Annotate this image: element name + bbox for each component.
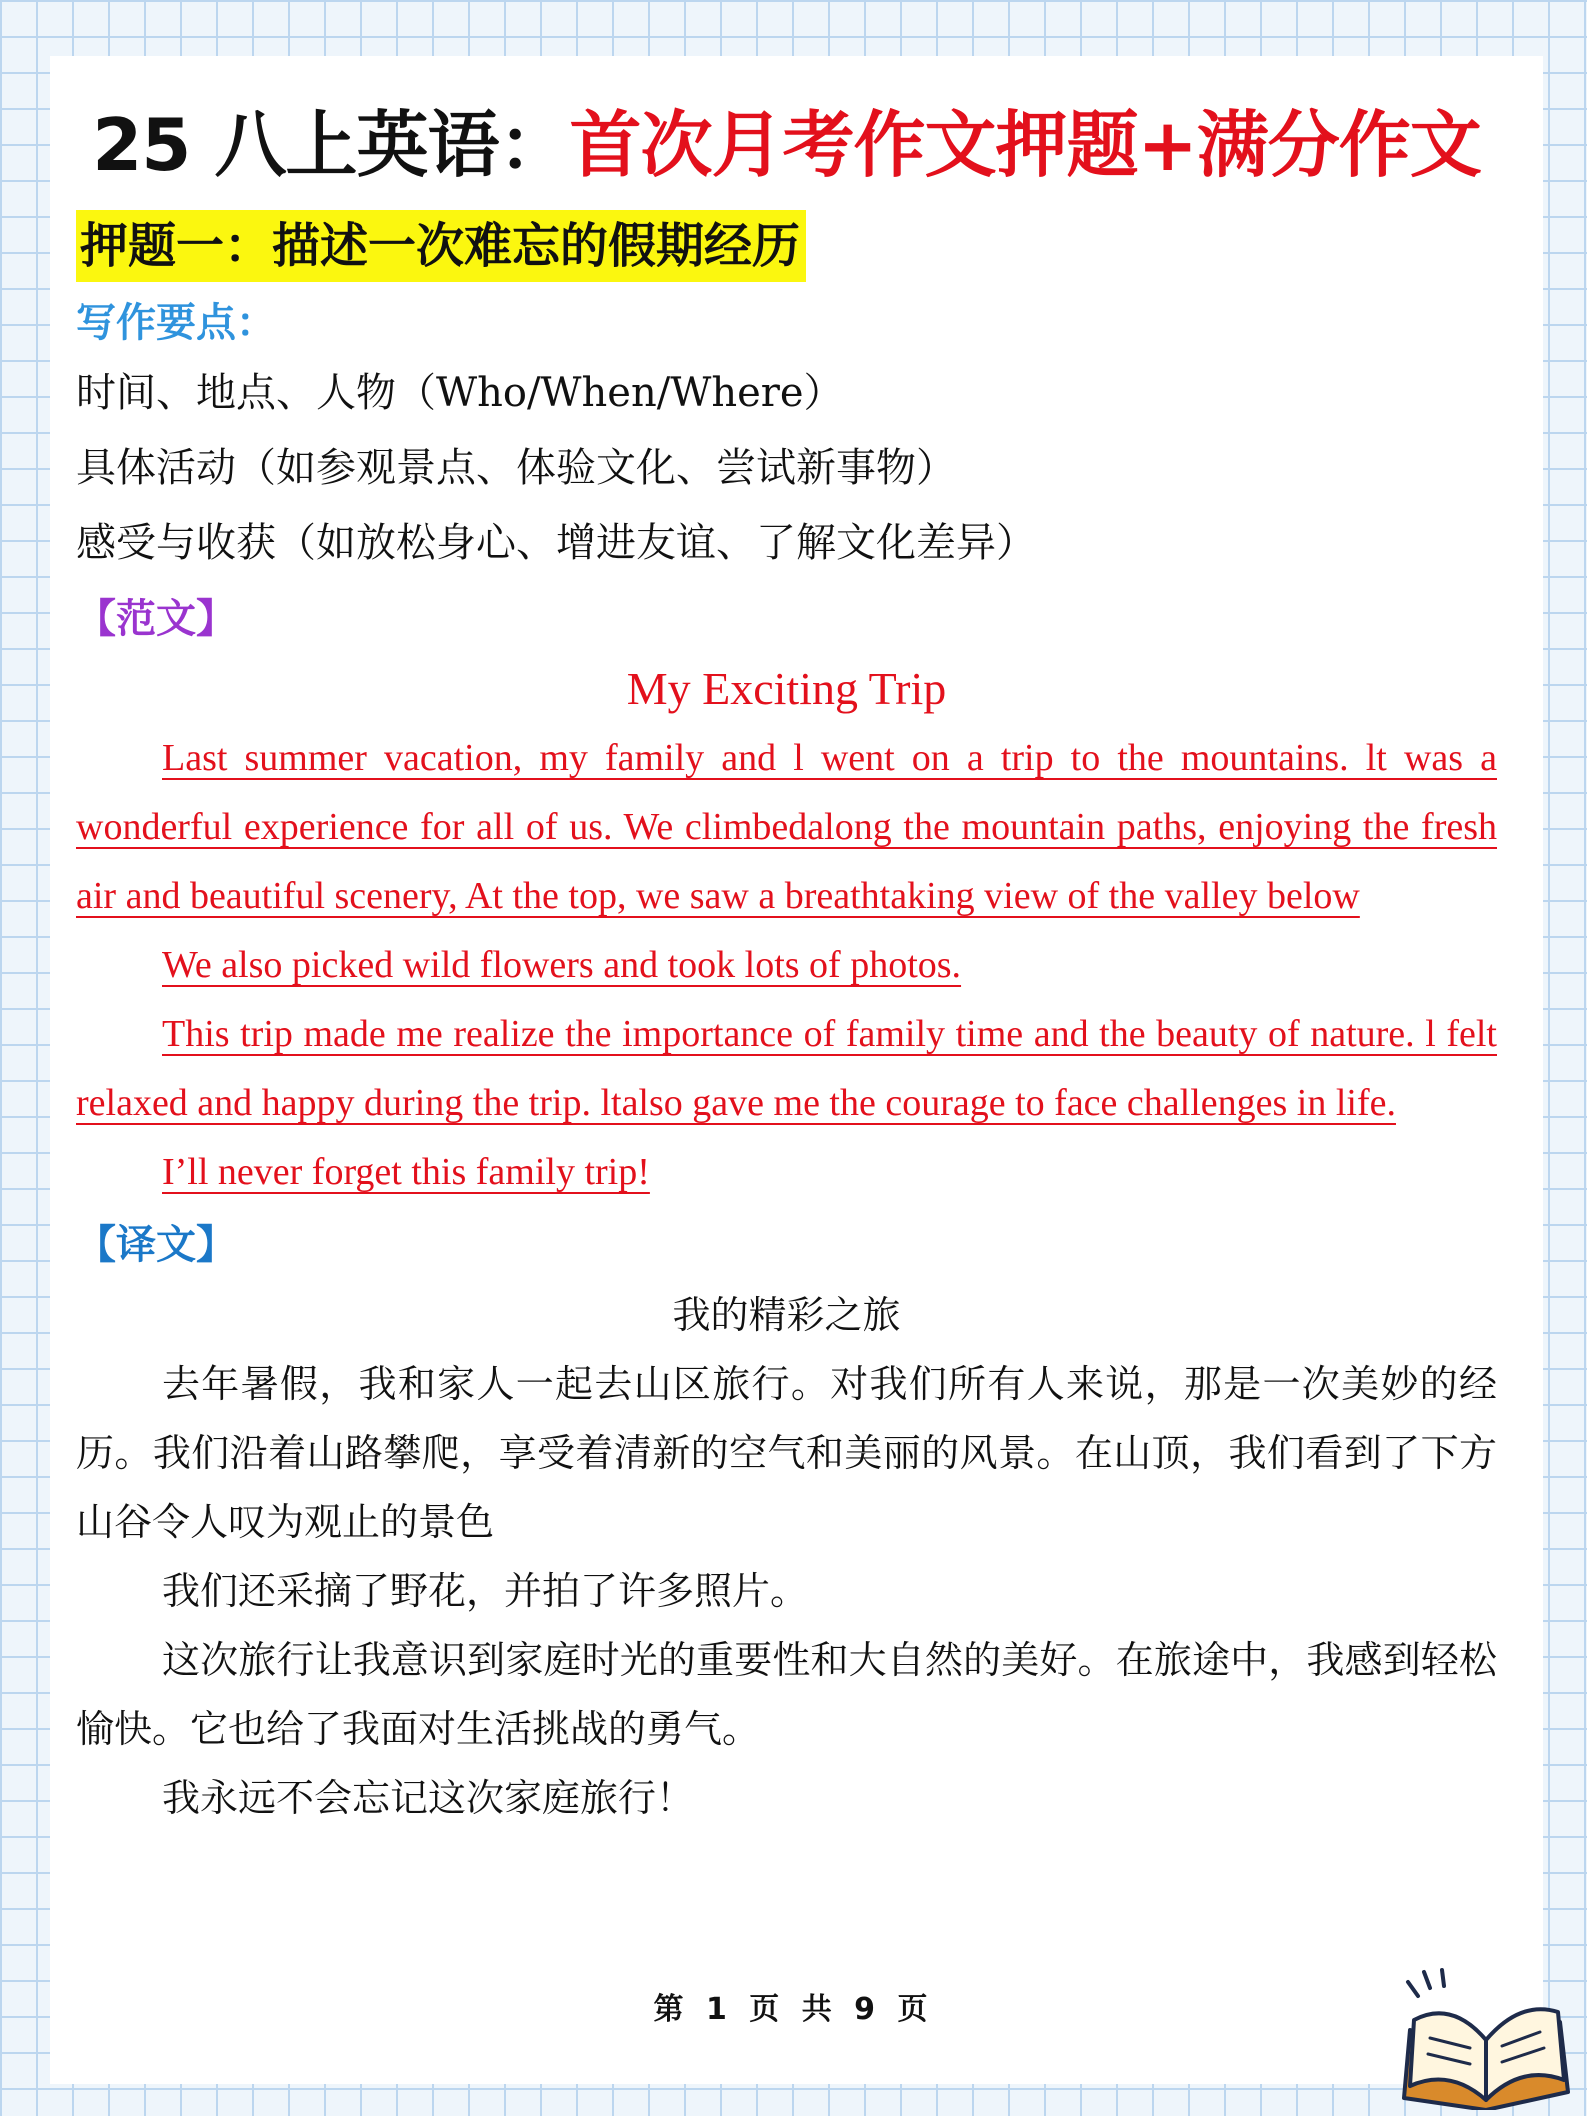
translation-paragraph: 这次旅行让我意识到家庭时光的重要性和大自然的美好。在旅途中，我感到轻松愉快。它也给了我面对生活挑战的勇气。 xyxy=(76,1638,1497,1751)
title-highlight: 首次月考作文押题+满分作文 xyxy=(569,103,1481,187)
page-title xyxy=(76,94,1497,196)
essay-paragraph: We also picked wild flowers and took lots of photos. xyxy=(162,944,962,986)
essay-title: My Exciting Trip xyxy=(626,663,947,714)
model-essay-label: 【范文】 xyxy=(76,596,236,642)
translation-label: 【译文】 xyxy=(76,1222,236,1268)
writing-point: 具体活动（如参观景点、体验文化、尝试新事物） xyxy=(76,445,956,491)
translation-title: 我的精彩之旅 xyxy=(672,1293,901,1337)
essay-paragraph: Last summer vacation, my family and l went on a trip to the mountains. lt was a wonderful experience for all of us. We climbedalong the mountain paths, enjoying the fresh air and beautiful scenery, At the top, we saw a breathtaking view of the valley below xyxy=(76,737,1497,917)
document-page xyxy=(50,56,1543,2084)
topic-banner: 押题一：描述一次难忘的假期经历 xyxy=(76,210,806,282)
essay-paragraph: I’ll never forget this family trip! xyxy=(162,1151,650,1193)
page-indicator: 第 1 页 共 9 页 xyxy=(653,1992,934,2027)
open-book-icon xyxy=(1390,1960,1580,2110)
writing-point: 时间、地点、人物（Who/When/Where） xyxy=(76,370,844,416)
writing-points-heading: 写作要点： xyxy=(76,300,276,346)
essay-paragraph: This trip made me realize the importance of family time and the beauty of nature. l felt relaxed and happy during the trip. ltalso gave me the courage to face challenges in life. xyxy=(76,1013,1497,1124)
writing-point: 感受与收获（如放松身心、增进友谊、了解文化差异） xyxy=(76,520,1036,566)
translation-paragraph: 我永远不会忘记这次家庭旅行！ xyxy=(162,1776,695,1820)
translation-paragraph: 去年暑假，我和家人一起去山区旅行。对我们所有人来说，那是一次美妙的经历。我们沿着山路攀爬，享受着清新的空气和美丽的风景。在山顶，我们看到了下方山谷令人叹为观止的景色 xyxy=(76,1362,1497,1544)
translation-paragraph: 我们还采摘了野花，并拍了许多照片。 xyxy=(162,1569,809,1613)
title-prefix: 25 八上英语： xyxy=(92,103,570,187)
